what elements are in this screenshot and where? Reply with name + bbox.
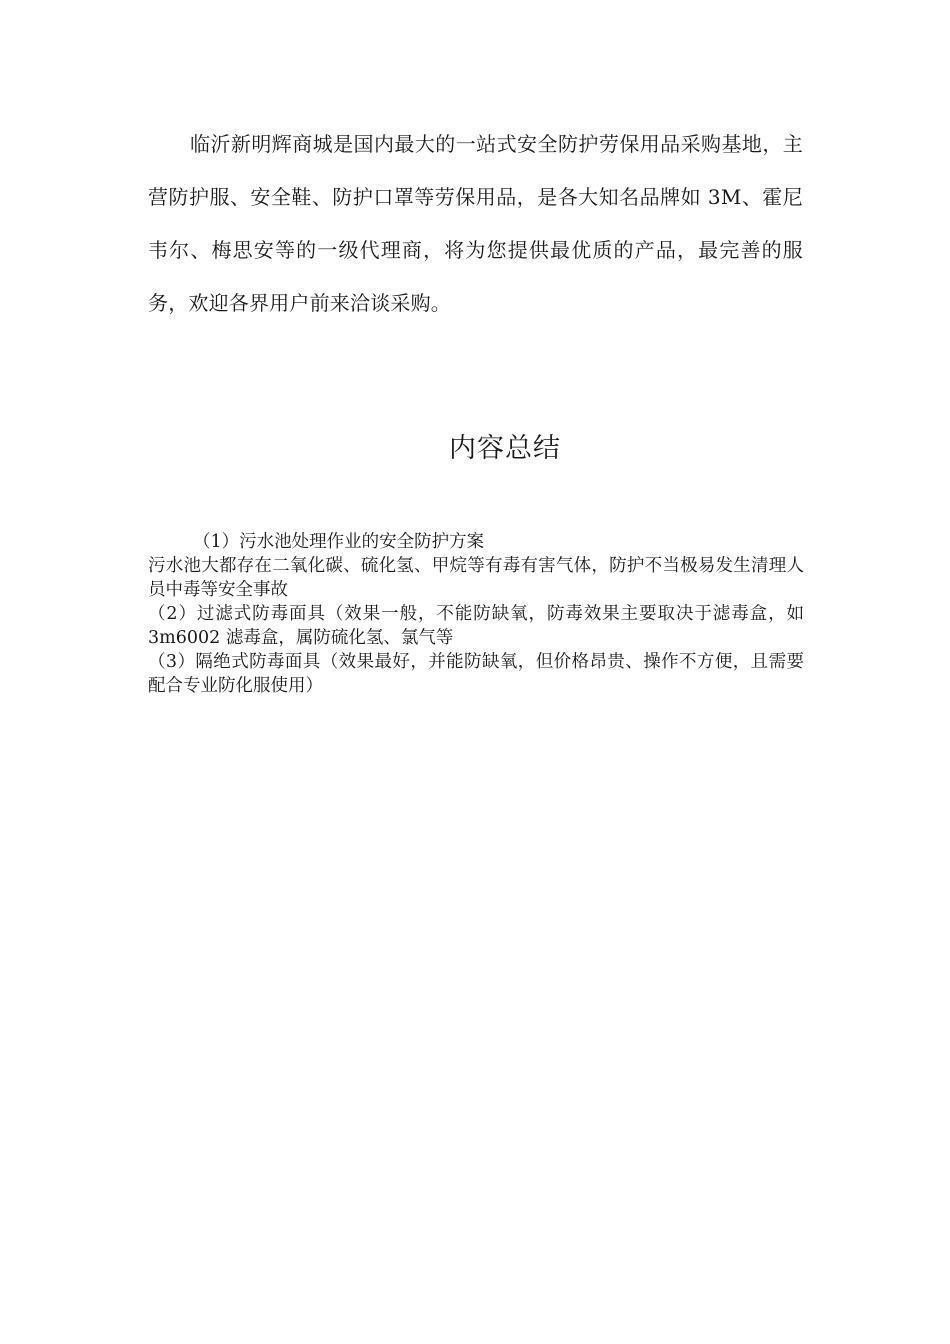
summary-item-1-heading: （1）污水池处理作业的安全防护方案 [193, 532, 485, 552]
intro-paragraph: 临沂新明辉商城是国内最大的一站式安全防护劳保用品采购基地，主营防护服、安全鞋、防护口罩等劳保用品，是各大知名品牌如 3M、霍尼韦尔、梅思安等的一级代理商，将为您提供最优质的产品，最完善的服务，欢迎各界用户前来洽谈采购。 [148, 132, 803, 315]
summary-item-2-text: （2）过滤式防毒面具（效果一般，不能防缺氧，防毒效果主要取决于滤毒盒，如 3m6002 滤毒盒，属防硫化氢、氯气等 [148, 604, 804, 648]
summary-item-3-text: （3）隔绝式防毒面具（效果最好，并能防缺氧，但价格昂贵、操作不方便，且需要配合专业防化服使用） [148, 652, 804, 696]
summary-item-1-text: 污水池大都存在二氧化碳、硫化氢、甲烷等有毒有害气体，防护不当极易发生清理人员中毒等安全事故 [148, 556, 804, 600]
section-title: 内容总结 [449, 433, 561, 464]
summary-block [148, 530, 804, 698]
